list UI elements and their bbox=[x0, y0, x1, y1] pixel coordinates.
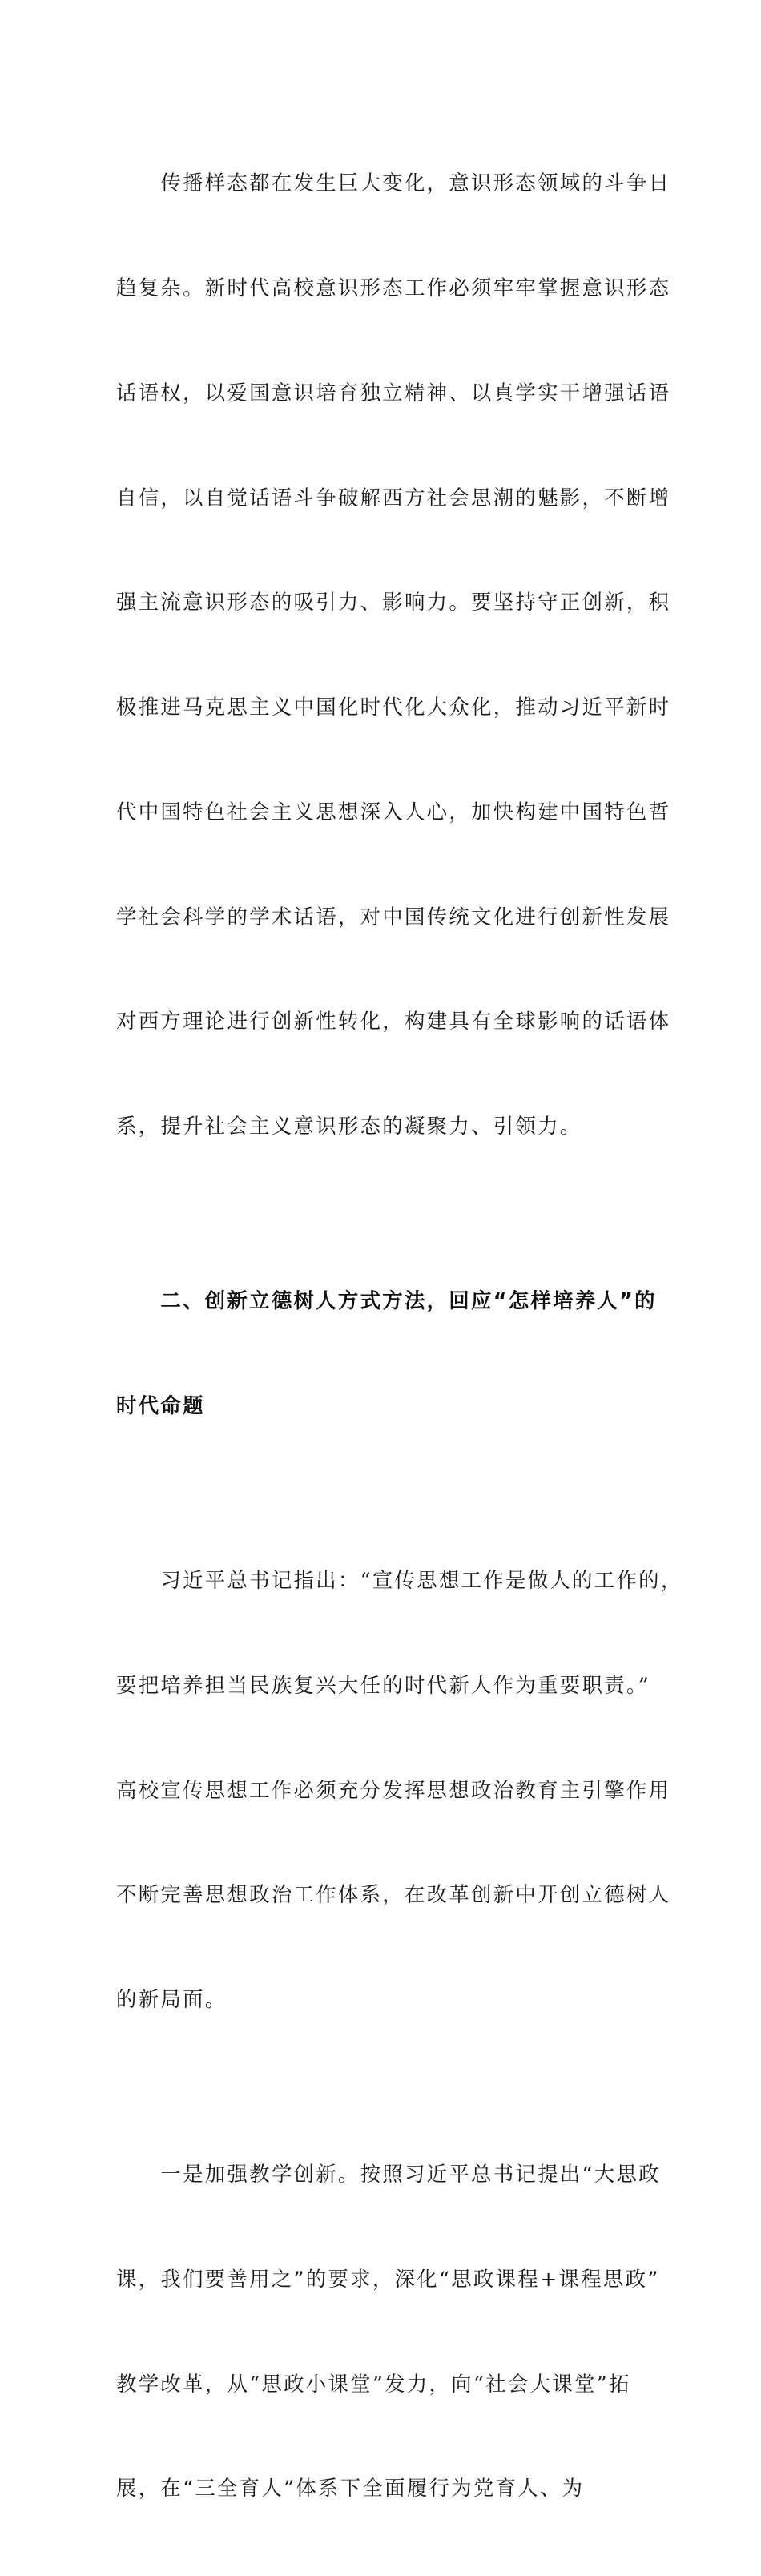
text-line: 系，提升社会主义意识形态的凝聚力、引领力。 bbox=[116, 1114, 582, 1139]
text-line: 课，我们要善用之”的要求，深化“思政课程+课程思政” bbox=[116, 2266, 660, 2291]
paragraph-ideology-discourse bbox=[116, 96, 671, 1214]
text-line: 强主流意识形态的吸引力、影响力。要坚持守正创新，积 bbox=[116, 590, 671, 615]
paragraph-teaching-innovation bbox=[116, 2087, 661, 2576]
text-line: 自信，以自觉话语斗争破解西方社会思潮的魅影，不断增 bbox=[116, 485, 671, 510]
text-line: 教学改革，从“思政小课堂”发力，向“社会大课堂”拓 bbox=[116, 2371, 631, 2396]
heading-line: 时代命题 bbox=[116, 1393, 205, 1417]
text-line: 趋复杂。新时代高校意识形态工作必须牢牢掌握意识形态 bbox=[116, 275, 671, 300]
text-line: 不断完善思想政治工作体系，在改革创新中开创立德树人 bbox=[116, 1882, 671, 1907]
paragraph-xi-quote bbox=[116, 1494, 683, 2087]
text-line: 习近平总书记指出：“宣传思想工作是做人的工作的， bbox=[116, 1567, 683, 1592]
text-line: 要把培养担当民族复兴大任的时代新人作为重要职责。” bbox=[116, 1672, 651, 1697]
text-line: 一是加强教学创新。按照习近平总书记提出“大思政 bbox=[116, 2162, 661, 2187]
text-line: 高校宣传思想工作必须充分发挥思想政治教育主引擎作用 bbox=[116, 1777, 671, 1802]
text-line: 学社会科学的学术话语，对中国传统文化进行创新性发展 bbox=[116, 904, 671, 929]
text-line: 的新局面。 bbox=[116, 1987, 227, 2012]
text-line: 传播样态都在发生巨大变化，意识形态领域的斗争日 bbox=[116, 171, 671, 196]
text-line: 极推进马克思主义中国化时代化大众化，推动习近平新时 bbox=[116, 695, 671, 720]
text-line: 代中国特色社会主义思想深入人心，加快构建中国特色哲 bbox=[116, 799, 671, 824]
section-heading-2 bbox=[116, 1214, 657, 1494]
text-line: 展，在“三全育人”体系下全面履行为党育人、为 bbox=[116, 2476, 585, 2501]
heading-line: 二、创新立德树人方式方法，回应“怎样培养人”的 bbox=[116, 1288, 657, 1313]
document-body bbox=[116, 96, 683, 2576]
text-line: 对西方理论进行创新性转化，构建具有全球影响的话语体 bbox=[116, 1009, 671, 1034]
text-line: 话语权，以爱国意识培育独立精神、以真学实干增强话语 bbox=[116, 380, 671, 405]
